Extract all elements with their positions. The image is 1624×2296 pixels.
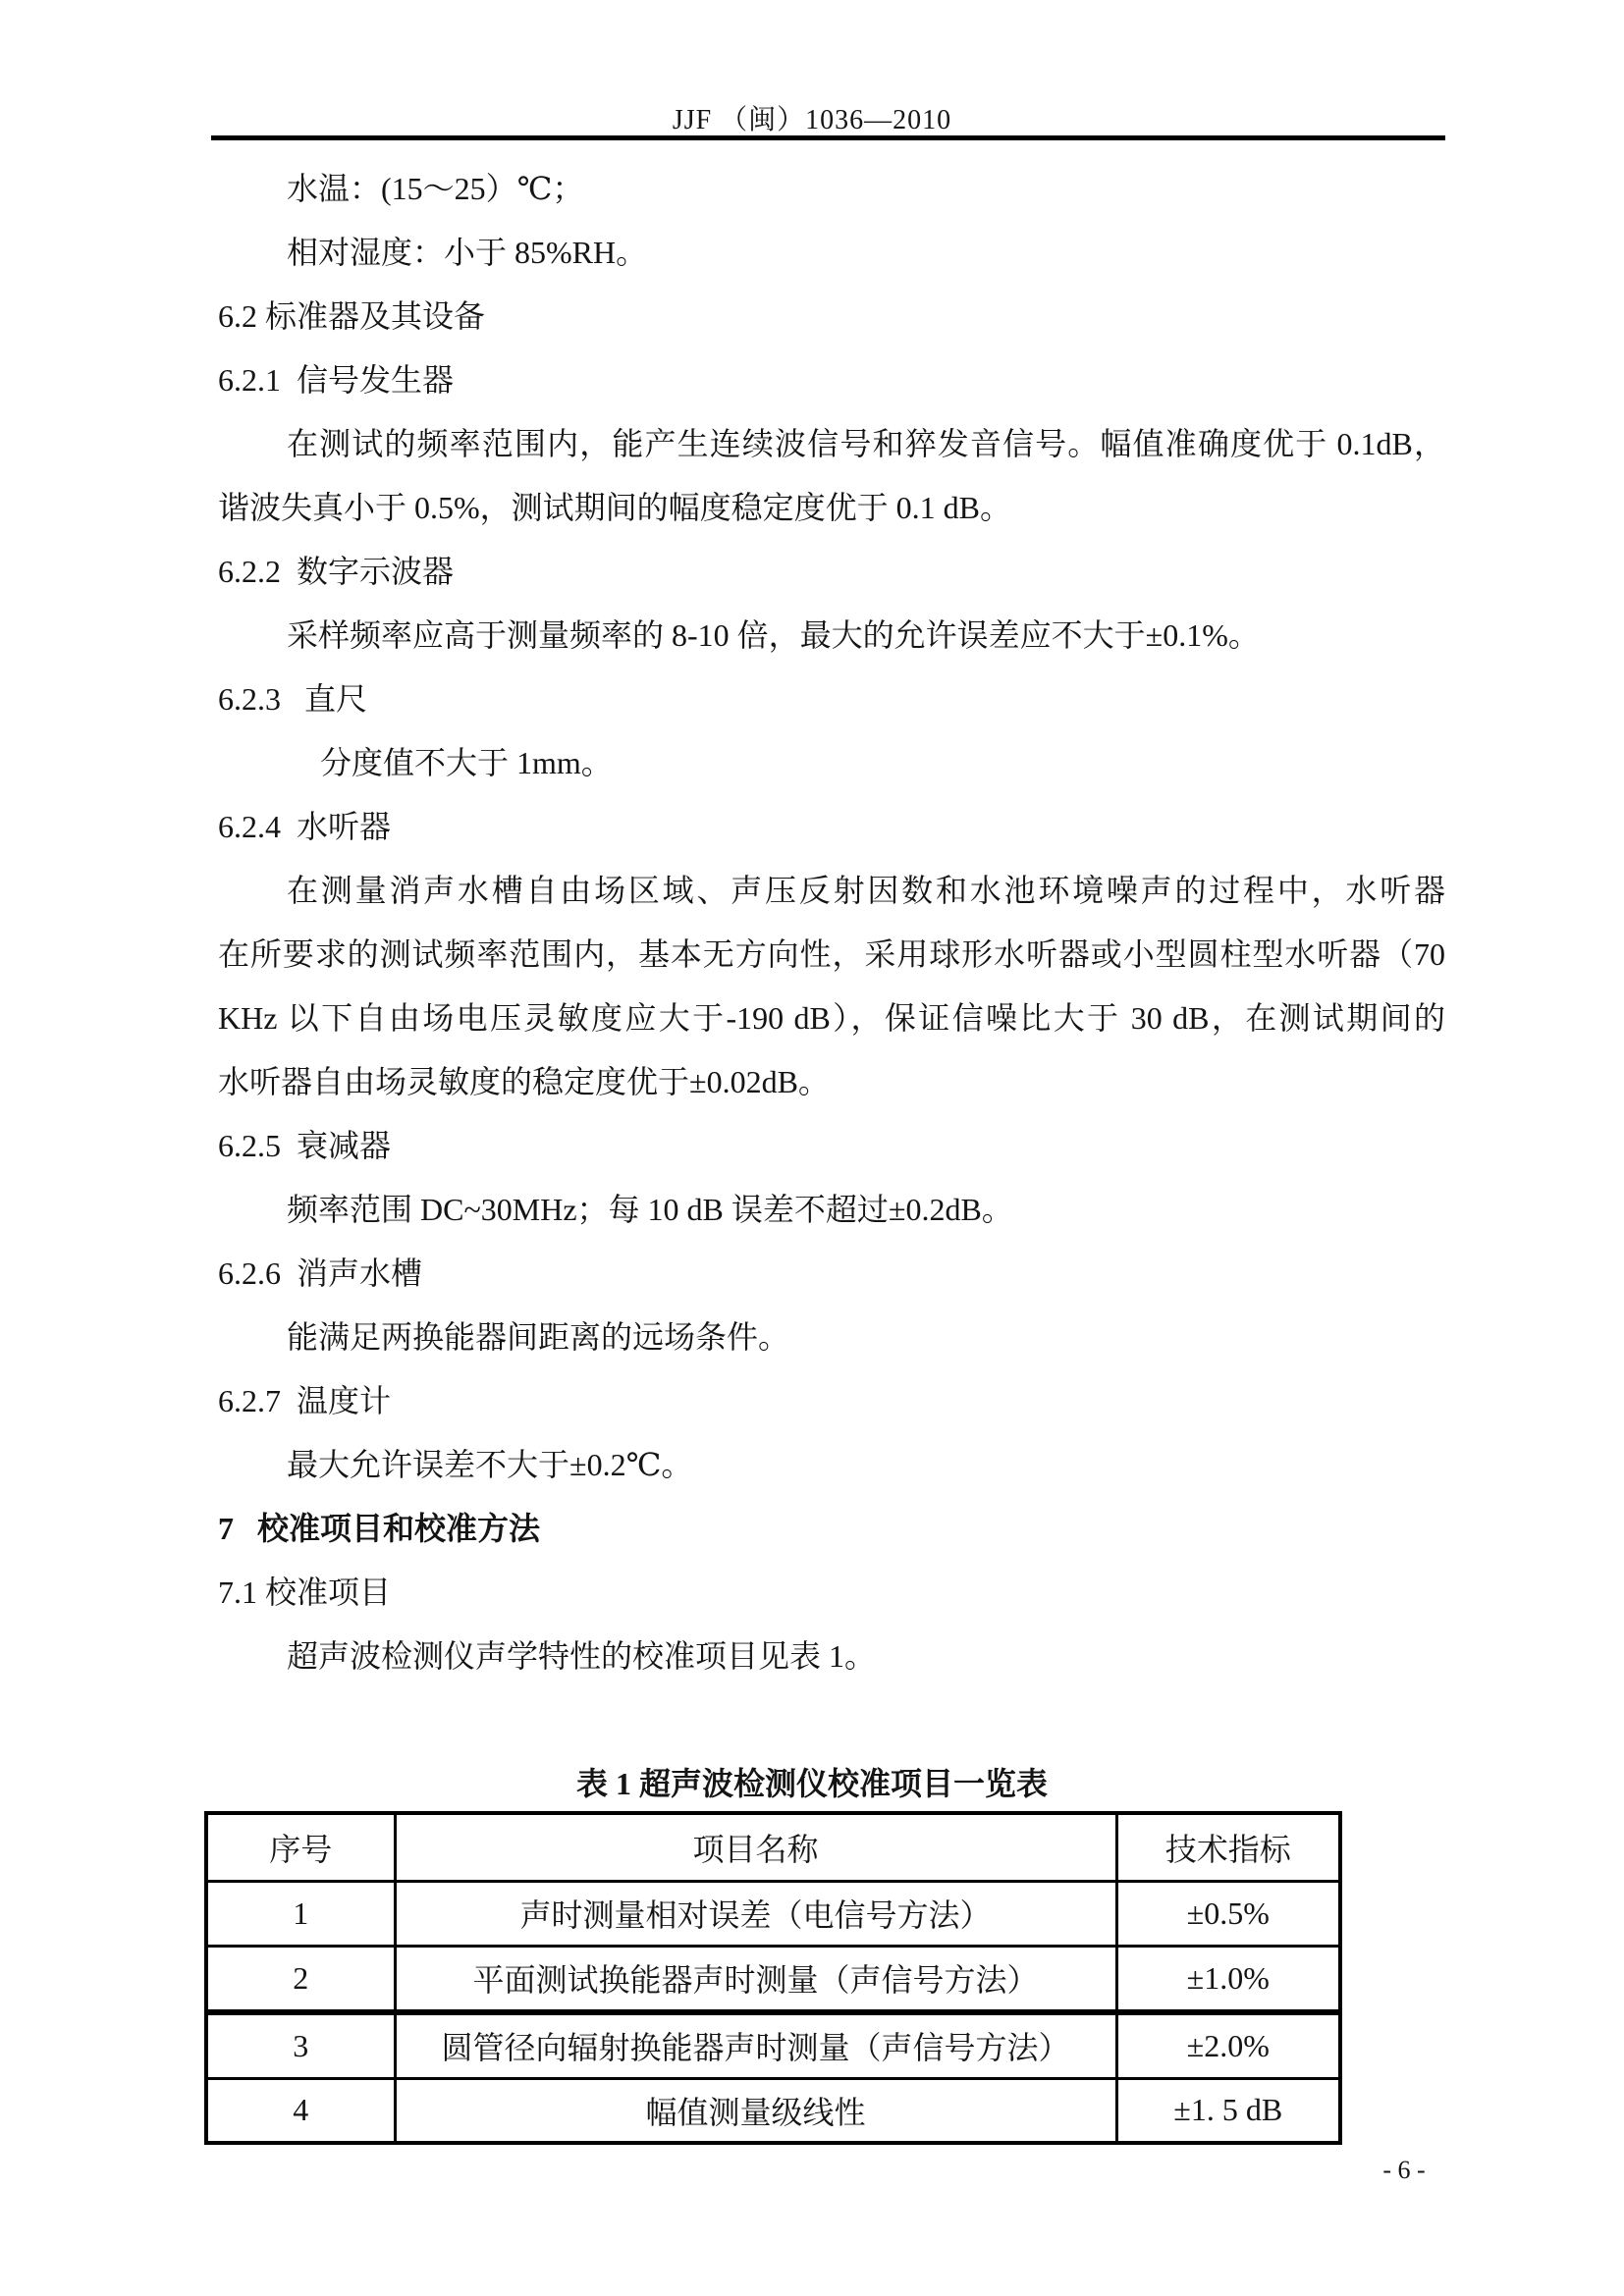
paragraph-line: 谐波失真小于 0.5%，测试期间的幅度稳定度优于 0.1 dB。 [218,490,1012,525]
paragraph-line: 在测试的频率范围内，能产生连续波信号和猝发音信号。幅值准确度优于 0.1dB， [287,426,1445,461]
paragraph-line: 采样频率应高于测量频率的 8-10 倍，最大的允许误差应不大于±0.1%。 [287,617,1260,653]
paragraph-line: 频率范围 DC~30MHz；每 10 dB 误差不超过±0.2dB。 [287,1192,1013,1227]
heading-6-2-7: 6.2.7 温度计 [218,1383,392,1418]
running-header: JJF （闽）1036—2010 [672,105,952,135]
heading-6-2-1: 6.2.1 信号发生器 [218,362,455,398]
paragraph-line: 分度值不大于 1mm。 [320,745,613,780]
header-rule [211,135,1445,140]
paragraph-line: 能满足两换能器间距离的远场条件。 [287,1319,790,1355]
column-header-index: 序号 [206,1813,395,1881]
item-name-cell: 声时测量相对误差（电信号方法） [395,1881,1116,1946]
spec-cell: ±2.0% [1116,2012,1340,2078]
item-name-cell: 幅值测量级线性 [395,2078,1116,2143]
paragraph-line-water-temp: 水温：(15～25）℃； [287,171,584,206]
spec-cell: ±0.5% [1116,1881,1340,1946]
document-body [218,157,1445,1688]
item-name-cell: 圆管径向辐射换能器声时测量（声信号方法） [395,2012,1116,2078]
row-index-cell: 2 [206,1946,395,2012]
spec-cell: ±1. 5 dB [1116,2078,1340,2143]
calibration-items-table [204,1811,1342,2145]
paragraph-line: 在测量消声水槽自由场区域、声压反射因数和水池环境噪声的过程中，水听器 [287,873,1445,908]
heading-6-2-6: 6.2.6 消声水槽 [218,1255,423,1291]
row-index-cell: 3 [206,2012,395,2078]
row-index-cell: 4 [206,2078,395,2143]
heading-6-2-5: 6.2.5 衰减器 [218,1128,392,1163]
spec-cell: ±1.0% [1116,1946,1340,2012]
paragraph-line: 在所要求的测试频率范围内，基本无方向性，采用球形水听器或小型圆柱型水听器（70 [218,936,1445,972]
heading-6-2: 6.2 标准器及其设备 [218,298,486,334]
paragraph-line-humidity: 相对湿度：小于 85%RH。 [287,235,648,270]
heading-6-2-4: 6.2.4 水听器 [218,809,392,844]
heading-7: 7 校准项目和校准方法 [218,1511,541,1546]
table-row [206,2012,1340,2078]
heading-6-2-2: 6.2.2 数字示波器 [218,554,455,589]
table-title: 表 1 超声波检测仪校准项目一览表 [575,1766,1048,1801]
table-row [206,2078,1340,2143]
item-name-cell: 平面测试换能器声时测量（声信号方法） [395,1946,1116,2012]
table-row [206,1881,1340,1946]
paragraph-line: 超声波检测仪声学特性的校准项目见表 1。 [287,1638,877,1674]
page-number: - 6 - [1382,2156,1426,2184]
paragraph-line: 最大允许误差不大于±0.2℃。 [287,1447,693,1482]
heading-6-2-3: 6.2.3 直尺 [218,681,368,717]
heading-7-1: 7.1 校准项目 [218,1575,392,1610]
paragraph-line: 水听器自由场灵敏度的稳定度优于±0.02dB。 [218,1064,830,1099]
table-header-row [206,1813,1340,1881]
row-index-cell: 1 [206,1881,395,1946]
column-header-spec: 技术指标 [1116,1813,1340,1881]
table-row [206,1946,1340,2012]
paragraph-line: KHz 以下自由场电压灵敏度应大于-190 dB），保证信噪比大于 30 dB，在测试期间的 [218,1000,1445,1036]
column-header-name: 项目名称 [395,1813,1116,1881]
